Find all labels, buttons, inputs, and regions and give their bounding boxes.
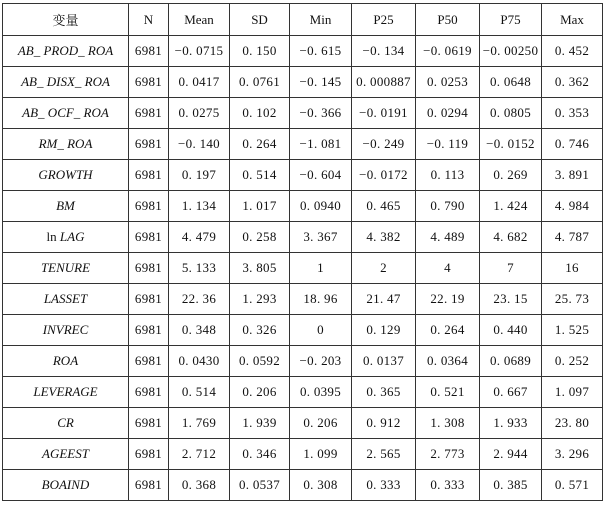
cell-sd: 0. 0761 <box>230 67 290 98</box>
header-row <box>3 4 603 36</box>
cell-max: 0. 746 <box>542 129 603 160</box>
table-row <box>3 253 603 284</box>
variable-name-cell <box>3 129 129 160</box>
cell-p50: 2. 773 <box>416 439 480 470</box>
cell-p50: 22. 19 <box>416 284 480 315</box>
header-p75: P75 <box>480 4 542 36</box>
cell-sd: 0. 102 <box>230 98 290 129</box>
cell-mean: 0. 368 <box>169 470 230 501</box>
header-p50: P50 <box>416 4 480 36</box>
table-body <box>3 36 603 501</box>
cell-p50: 0. 0364 <box>416 346 480 377</box>
cell-mean: 0. 0417 <box>169 67 230 98</box>
table-row <box>3 129 603 160</box>
cell-mean: 0. 197 <box>169 160 230 191</box>
variable-name: LEVERAGE <box>33 384 98 399</box>
cell-min: −1. 081 <box>290 129 352 160</box>
cell-p75: 2. 944 <box>480 439 542 470</box>
cell-n: 6981 <box>129 377 169 408</box>
cell-min: 0. 206 <box>290 408 352 439</box>
variable-name: LAG <box>59 229 85 244</box>
cell-p75: −0. 00250 <box>480 36 542 67</box>
cell-p25: 2 <box>352 253 416 284</box>
table-row <box>3 408 603 439</box>
cell-sd: 0. 150 <box>230 36 290 67</box>
cell-max: 0. 353 <box>542 98 603 129</box>
cell-p75: 4. 682 <box>480 222 542 253</box>
cell-n: 6981 <box>129 98 169 129</box>
cell-p50: 0. 790 <box>416 191 480 222</box>
cell-max: 0. 362 <box>542 67 603 98</box>
table-row <box>3 346 603 377</box>
cell-n: 6981 <box>129 222 169 253</box>
cell-mean: 0. 0430 <box>169 346 230 377</box>
cell-n: 6981 <box>129 160 169 191</box>
variable-prefix: ln <box>46 229 60 244</box>
variable-name: BM <box>56 198 75 213</box>
table-header <box>3 4 603 36</box>
variable-name: INVREC <box>42 322 89 337</box>
cell-max: 1. 525 <box>542 315 603 346</box>
cell-sd: 0. 346 <box>230 439 290 470</box>
cell-mean: 2. 712 <box>169 439 230 470</box>
cell-p25: −0. 0191 <box>352 98 416 129</box>
cell-n: 6981 <box>129 470 169 501</box>
variable-name-cell <box>3 439 129 470</box>
variable-name-cell <box>3 67 129 98</box>
cell-n: 6981 <box>129 284 169 315</box>
cell-p50: 4. 489 <box>416 222 480 253</box>
cell-mean: 0. 348 <box>169 315 230 346</box>
header-sd: SD <box>230 4 290 36</box>
table-row <box>3 222 603 253</box>
cell-p75: 0. 440 <box>480 315 542 346</box>
cell-min: −0. 366 <box>290 98 352 129</box>
cell-p75: 0. 0805 <box>480 98 542 129</box>
variable-name-cell <box>3 377 129 408</box>
cell-p25: 0. 465 <box>352 191 416 222</box>
cell-sd: 1. 017 <box>230 191 290 222</box>
cell-sd: 0. 206 <box>230 377 290 408</box>
table-row <box>3 377 603 408</box>
cell-n: 6981 <box>129 408 169 439</box>
cell-p75: 23. 15 <box>480 284 542 315</box>
cell-mean: 5. 133 <box>169 253 230 284</box>
variable-name-cell <box>3 160 129 191</box>
cell-p75: 0. 269 <box>480 160 542 191</box>
cell-p25: −0. 134 <box>352 36 416 67</box>
cell-mean: 22. 36 <box>169 284 230 315</box>
cell-p50: 0. 264 <box>416 315 480 346</box>
cell-mean: −0. 140 <box>169 129 230 160</box>
table-row <box>3 36 603 67</box>
cell-p50: 0. 0294 <box>416 98 480 129</box>
cell-min: 1. 099 <box>290 439 352 470</box>
cell-n: 6981 <box>129 315 169 346</box>
header-max: Max <box>542 4 603 36</box>
cell-mean: 1. 769 <box>169 408 230 439</box>
cell-n: 6981 <box>129 36 169 67</box>
cell-max: 1. 097 <box>542 377 603 408</box>
cell-min: 0. 308 <box>290 470 352 501</box>
cell-sd: 1. 939 <box>230 408 290 439</box>
cell-p50: 0. 113 <box>416 160 480 191</box>
cell-p25: 4. 382 <box>352 222 416 253</box>
table-row <box>3 470 603 501</box>
cell-n: 6981 <box>129 346 169 377</box>
variable-name: GROWTH <box>38 167 93 182</box>
cell-p75: 0. 385 <box>480 470 542 501</box>
descriptive-statistics-table <box>2 3 603 501</box>
variable-name: TENURE <box>40 260 91 275</box>
cell-n: 6981 <box>129 129 169 160</box>
cell-min: 18. 96 <box>290 284 352 315</box>
table-row <box>3 160 603 191</box>
cell-sd: 0. 0537 <box>230 470 290 501</box>
table-row <box>3 284 603 315</box>
variable-name: LASSET <box>43 291 88 306</box>
cell-p25: 21. 47 <box>352 284 416 315</box>
cell-mean: 4. 479 <box>169 222 230 253</box>
header-p25: P25 <box>352 4 416 36</box>
cell-max: 4. 984 <box>542 191 603 222</box>
cell-p75: 0. 667 <box>480 377 542 408</box>
table-row <box>3 439 603 470</box>
header-min: Min <box>290 4 352 36</box>
variable-name: RM_ ROA <box>38 136 93 151</box>
cell-max: 16 <box>542 253 603 284</box>
cell-p50: −0. 119 <box>416 129 480 160</box>
cell-p75: 0. 0648 <box>480 67 542 98</box>
cell-n: 6981 <box>129 191 169 222</box>
cell-p75: 1. 424 <box>480 191 542 222</box>
cell-mean: −0. 0715 <box>169 36 230 67</box>
cell-p25: 0. 365 <box>352 377 416 408</box>
variable-name: AGEEST <box>42 446 89 461</box>
cell-sd: 0. 514 <box>230 160 290 191</box>
cell-min: 0 <box>290 315 352 346</box>
cell-p50: −0. 0619 <box>416 36 480 67</box>
cell-max: 25. 73 <box>542 284 603 315</box>
cell-p50: 4 <box>416 253 480 284</box>
cell-p25: 0. 333 <box>352 470 416 501</box>
cell-max: 0. 452 <box>542 36 603 67</box>
cell-min: 0. 0940 <box>290 191 352 222</box>
cell-p25: −0. 0172 <box>352 160 416 191</box>
variable-name: CR <box>57 415 74 430</box>
cell-sd: 0. 0592 <box>230 346 290 377</box>
variable-name-cell <box>3 191 129 222</box>
variable-name: AB_ PROD_ ROA <box>17 43 114 58</box>
cell-p50: 0. 0253 <box>416 67 480 98</box>
cell-p75: 7 <box>480 253 542 284</box>
cell-max: 4. 787 <box>542 222 603 253</box>
cell-max: 23. 80 <box>542 408 603 439</box>
cell-p25: 0. 912 <box>352 408 416 439</box>
cell-n: 6981 <box>129 253 169 284</box>
cell-p75: −0. 0152 <box>480 129 542 160</box>
table-row <box>3 67 603 98</box>
cell-sd: 0. 326 <box>230 315 290 346</box>
cell-n: 6981 <box>129 439 169 470</box>
variable-name: ROA <box>52 353 79 368</box>
header-n: N <box>129 4 169 36</box>
cell-min: 3. 367 <box>290 222 352 253</box>
cell-mean: 0. 514 <box>169 377 230 408</box>
cell-p25: 2. 565 <box>352 439 416 470</box>
cell-max: 0. 571 <box>542 470 603 501</box>
cell-min: −0. 203 <box>290 346 352 377</box>
cell-p50: 1. 308 <box>416 408 480 439</box>
table-row <box>3 191 603 222</box>
cell-max: 3. 891 <box>542 160 603 191</box>
cell-sd: 1. 293 <box>230 284 290 315</box>
cell-p25: −0. 249 <box>352 129 416 160</box>
variable-name-cell <box>3 284 129 315</box>
table-row <box>3 98 603 129</box>
variable-name-cell <box>3 408 129 439</box>
cell-p75: 1. 933 <box>480 408 542 439</box>
cell-min: 0. 0395 <box>290 377 352 408</box>
cell-mean: 1. 134 <box>169 191 230 222</box>
cell-min: −0. 604 <box>290 160 352 191</box>
cell-max: 0. 252 <box>542 346 603 377</box>
cell-min: 1 <box>290 253 352 284</box>
variable-name-cell <box>3 315 129 346</box>
cell-max: 3. 296 <box>542 439 603 470</box>
variable-name: AB_ OCF_ ROA <box>22 105 109 120</box>
cell-n: 6981 <box>129 67 169 98</box>
cell-sd: 0. 264 <box>230 129 290 160</box>
cell-p50: 0. 521 <box>416 377 480 408</box>
cell-p25: 0. 0137 <box>352 346 416 377</box>
cell-p25: 0. 000887 <box>352 67 416 98</box>
variable-name-cell <box>3 98 129 129</box>
header-variable: 变量 <box>3 4 129 36</box>
variable-name-cell <box>3 36 129 67</box>
variable-name-cell <box>3 346 129 377</box>
header-mean: Mean <box>169 4 230 36</box>
cell-p25: 0. 129 <box>352 315 416 346</box>
cell-min: −0. 145 <box>290 67 352 98</box>
cell-sd: 3. 805 <box>230 253 290 284</box>
cell-sd: 0. 258 <box>230 222 290 253</box>
cell-p50: 0. 333 <box>416 470 480 501</box>
variable-name: AB_ DISX_ ROA <box>21 74 110 89</box>
variable-name-cell <box>3 470 129 501</box>
variable-name: BOAIND <box>41 477 90 492</box>
cell-p75: 0. 0689 <box>480 346 542 377</box>
cell-min: −0. 615 <box>290 36 352 67</box>
table-row <box>3 315 603 346</box>
variable-name-cell <box>3 222 129 253</box>
cell-mean: 0. 0275 <box>169 98 230 129</box>
variable-name-cell <box>3 253 129 284</box>
